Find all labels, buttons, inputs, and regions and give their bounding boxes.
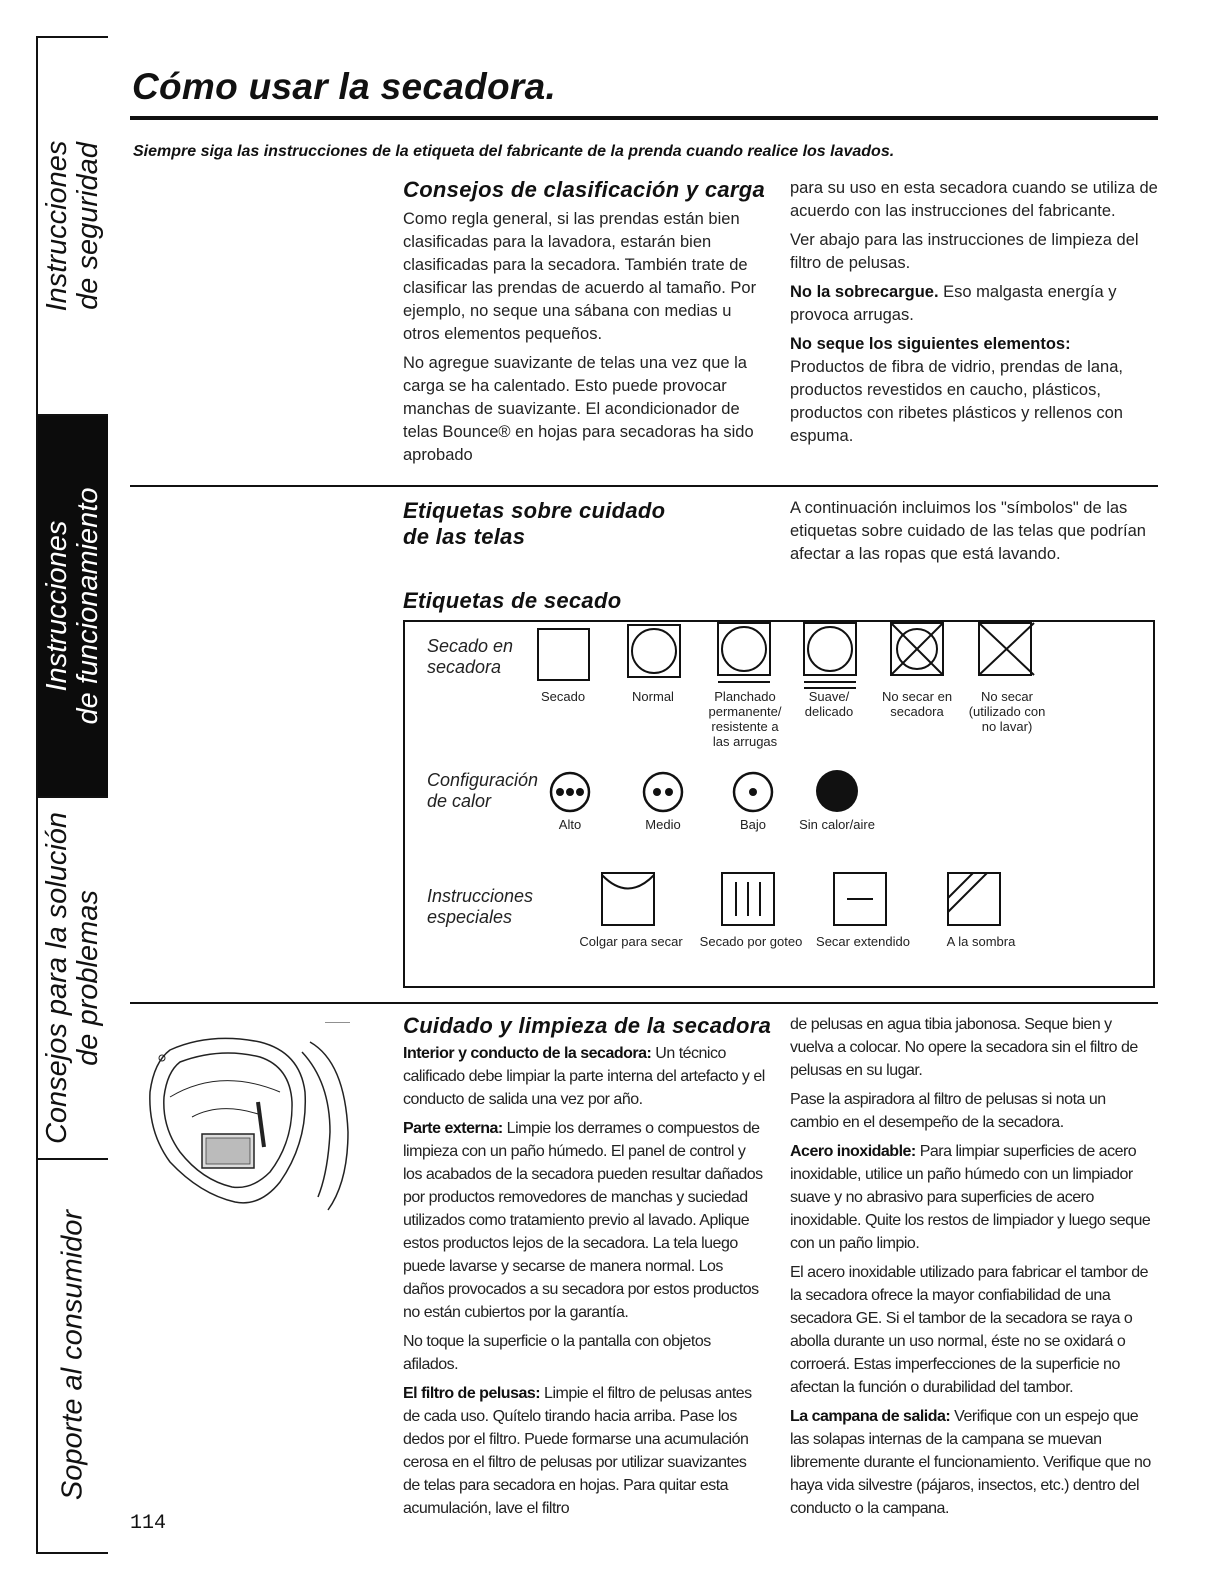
paragraph [790, 1261, 1158, 1399]
symbol-caption: A la sombra [946, 934, 1016, 949]
symbol-caption: Secar extendido [816, 934, 910, 949]
paragraph [790, 1088, 1158, 1134]
symbol-caption: Bajo [739, 817, 767, 832]
delicate-icon [803, 622, 861, 696]
paragraph [790, 1013, 1158, 1082]
paragraph-text: Eso malgasta energía y provoca arrugas. [790, 283, 1117, 324]
label-line: especiales [427, 907, 513, 927]
paragraph-text: Limpie los derrames o compuestos de limpieza con un paño húmedo. El panel de control y los acabados de la secadora pueden resultar dañados por productos removedores de manchas y suciedad utilizados como tratamiento previo al lavado. Aplique estos productos lejos de la secadora. La tela luego puede lavarse y secarse de manera normal. Los daños provocados a su secadora por estos productos no están cubiertos por la garantía. [403, 1120, 763, 1321]
label-line: Instrucciones [427, 886, 534, 906]
tumble-dry-normal-icon [627, 624, 683, 680]
paragraph-text: Para limpiar superficies de acero inoxidable, utilice un paño húmedo con un limpiador suave y no abrasivo para superficies de acero inoxidable. Quite los restos de limpiador y luego seque con un paño limpio. [790, 1143, 1151, 1252]
dryer-drum-illustration [140, 1022, 355, 1212]
paragraph-text: Un técnico calificado debe limpiar la parte interna del artefacto y el conducto de salida una vez por año. [403, 1045, 765, 1108]
label-line: secadora [427, 657, 502, 677]
high-heat-icon [548, 770, 592, 814]
symbol-caption: Colgar para secar [579, 934, 683, 949]
section-divider [130, 1002, 1158, 1004]
paragraph [790, 333, 1158, 448]
do-not-tumble-dry-icon [890, 622, 946, 678]
paragraph [403, 1117, 765, 1324]
section-tabs [36, 36, 108, 1554]
symbol-caption: Secado [540, 689, 586, 704]
no-heat-icon [814, 768, 860, 814]
page-subtitle: Siempre siga las instrucciones de la etiqueta del fabricante de la prenda cuando realice los lavados. [133, 143, 895, 160]
paragraph-text: de pelusas en agua tibia jabonosa. Seque bien y vuelva a colocar. No opere la secadora sin el filtro de pelusas en su lugar. [790, 1016, 1138, 1079]
fabric-care-text: A continuación incluimos los "símbolos" de las etiquetas sobre cuidado de las telas que podrían afectar a las ropas que está lavando. [790, 499, 1146, 563]
dryer-care-right-column [790, 1013, 1158, 1526]
symbol-caption: No secar en secadora [881, 689, 953, 719]
tab-label: Instrucciones de funcionamiento [41, 487, 104, 725]
bold-lead: El filtro de pelusas: [403, 1385, 541, 1402]
paragraph [403, 1330, 765, 1376]
symbol-caption: Secado por goteo [699, 934, 803, 949]
paragraph-text: No toque la superficie o la pantalla con objetos afilados. [403, 1333, 711, 1373]
symbol-caption: Medio [645, 817, 681, 832]
section-divider [130, 485, 1158, 487]
symbol-caption: Planchado permanente/ resistente a las arrugas [708, 689, 782, 749]
symbol-caption: Suave/ delicado [804, 689, 854, 719]
special-instructions-row-label [427, 886, 533, 928]
paragraph: Ver abajo para las instrucciones de limpieza del filtro de pelusas. [790, 231, 1139, 272]
drip-dry-icon [721, 872, 777, 928]
line-dry-icon [601, 872, 657, 928]
heading-line: de las telas [403, 524, 526, 549]
bold-lead: Acero inoxidable: [790, 1143, 916, 1160]
paragraph-text: Productos de fibra de vidrio, prendas de lana, productos revestidos en caucho, plásticos, productos con ribetes plásticos y rellenos con espuma. [790, 358, 1123, 445]
heat-setting-row-label [427, 770, 538, 812]
tab-consumer-support[interactable] [38, 1160, 108, 1550]
bold-lead: No la sobrecargue. [790, 283, 939, 301]
do-not-dry-icon [978, 622, 1036, 678]
tab-label: Consejos para la solución de problemas [41, 811, 104, 1145]
page-number: 114 [130, 1512, 167, 1535]
dryer-care-heading: Cuidado y limpieza de la secadora [403, 1013, 772, 1038]
symbol-caption: Sin calor/aire [799, 817, 875, 832]
heading-line: Etiquetas sobre cuidado [403, 498, 666, 523]
paragraph [790, 1405, 1158, 1520]
paragraph: No agregue suavizante de telas una vez que la carga se ha calentado. Esto puede provocar manchas de suavizante. El acondicionador de telas Bounce® en hojas para secadoras ha sido aprobado [403, 354, 754, 464]
dryer-care-left-column [403, 1042, 765, 1526]
symbol-caption: Normal [632, 689, 674, 704]
drying-labels-heading: Etiquetas de secado [403, 588, 622, 613]
paragraph [790, 281, 1158, 327]
permanent-press-icon [717, 622, 775, 692]
label-line: Configuración [427, 770, 539, 790]
tab-troubleshooting[interactable] [38, 798, 108, 1160]
tumble-dry-row-label [427, 636, 513, 678]
paragraph-text: Pase la aspiradora al filtro de pelusas si nota un cambio en el desempeño de la secadora. [790, 1091, 1106, 1131]
sorting-loading-right-column [790, 177, 1158, 454]
tab-operating-instructions[interactable] [38, 416, 108, 798]
tab-label: Soporte al consumidor [56, 1209, 89, 1501]
paragraph-text: El acero inoxidable utilizado para fabricar el tambor de la secadora ofrece la mayor confiabilidad de una secadora GE. Si el tambor de la secadora se raya o abolla durante un uso normal, éste no se oxidará o corroerá. Estas imperfecciones de la superficie no afectan la función o durabilidad del tambor. [790, 1264, 1148, 1396]
tab-safety-instructions[interactable] [38, 38, 108, 416]
drying-symbols-table [403, 620, 1155, 988]
tumble-dry-icon [537, 628, 591, 682]
medium-heat-icon [641, 770, 685, 814]
paragraph: Como regla general, si las prendas están bien clasificadas para la lavadora, estarán bien clasificadas para la secadora. También trate de clasificar las prendas de acuerdo al tamaño. Por ejemplo, no seque una sábana con medias u otros elementos pequeños. [403, 210, 757, 343]
symbol-caption: No secar (utilizado con no lavar) [968, 689, 1046, 734]
fabric-care-heading [403, 498, 665, 550]
low-heat-icon [731, 770, 775, 814]
dry-flat-icon [833, 872, 889, 928]
title-divider [130, 116, 1158, 120]
paragraph [790, 1140, 1158, 1255]
label-line: Secado en [427, 636, 514, 656]
bold-lead: La campana de salida: [790, 1408, 951, 1425]
bold-lead: Interior y conducto de la secadora: [403, 1045, 652, 1062]
sorting-loading-left-column [403, 208, 765, 473]
page-title: Cómo usar la secadora. [132, 66, 557, 107]
dry-in-shade-icon [947, 872, 1003, 928]
bold-lead: No seque los siguientes elementos: [790, 335, 1071, 353]
paragraph [403, 1382, 765, 1520]
paragraph: para su uso en esta secadora cuando se utiliza de acuerdo con las instrucciones del fabricante. [790, 179, 1158, 220]
paragraph-text: Verifique con un espejo que las solapas internas de la campana se muevan libremente durante el funcionamiento. Verifique que no haya vida silvestre (pájaros, insectos, etc.) dentro del conducto o la campana. [790, 1408, 1151, 1517]
paragraph-text: Limpie el filtro de pelusas antes de cada uso. Quítelo tirando hacia arriba. Pase los dedos por el filtro. Puede formarse una acumulación cerosa en el filtro de pelusas por utilizar suavizantes de telas para secadora en hojas. Para quitar esta acumulación, lave el filtro [403, 1385, 752, 1517]
bold-lead: Parte externa: [403, 1120, 503, 1137]
symbol-caption: Alto [558, 817, 582, 832]
tab-label: Instrucciones de seguridad [41, 140, 104, 312]
paragraph [403, 1042, 765, 1111]
sorting-loading-heading: Consejos de clasificación y carga [403, 177, 766, 202]
label-line: de calor [427, 791, 492, 811]
